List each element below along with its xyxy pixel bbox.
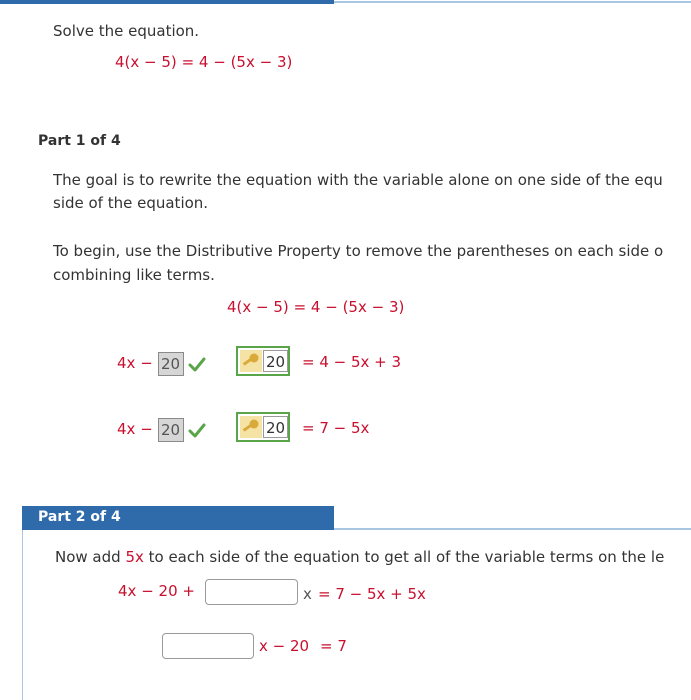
part1-paragraph-2-line-1: To begin, use the Distributive Property to remove the parentheses on each side o bbox=[53, 242, 664, 260]
part2-instruction: Now add 5x to each side of the equation to get all of the variable terms on the le bbox=[55, 548, 665, 566]
row2-left: 4x − 20 bbox=[117, 417, 206, 442]
part2-label: Part 2 of 4 bbox=[38, 509, 121, 525]
key-icon bbox=[240, 350, 262, 372]
key-icon bbox=[240, 416, 262, 438]
row1-answer-2: 20 bbox=[263, 350, 288, 372]
part2-coefficient-input-2[interactable] bbox=[162, 633, 254, 659]
part2-row1-rhs: = 7 − 5x + 5x bbox=[318, 585, 426, 603]
part1-paragraph-1-line-2: side of the equation. bbox=[53, 194, 209, 212]
part1-equation: 4(x − 5) = 4 − (5x − 3) bbox=[227, 298, 405, 316]
part2-header-rule bbox=[334, 528, 691, 530]
part2-coefficient-input-1[interactable] bbox=[205, 579, 298, 605]
part1-label: Part 1 of 4 bbox=[38, 133, 121, 149]
check-icon bbox=[188, 422, 206, 438]
row1-answer-1: 20 bbox=[158, 352, 184, 376]
part2-row1-prefix: 4x − 20 + bbox=[118, 582, 195, 600]
row2-key-answer bbox=[236, 412, 290, 442]
top-bar-accent bbox=[0, 0, 334, 4]
part2-row2-left: x − 20 bbox=[259, 637, 310, 655]
part1-paragraph-1-line-1: The goal is to rewrite the equation with the variable alone on one side of the equ bbox=[53, 171, 663, 189]
row1-rhs: = 4 − 5x + 3 bbox=[302, 353, 402, 371]
row2-answer-1: 20 bbox=[158, 418, 184, 442]
row1-left: 4x − 20 bbox=[117, 351, 206, 376]
row1-key-answer bbox=[236, 346, 290, 376]
part2-row1-var: x bbox=[303, 585, 312, 603]
row2-answer-2: 20 bbox=[263, 416, 288, 438]
problem-equation: 4(x − 5) = 4 − (5x − 3) bbox=[115, 53, 293, 71]
check-icon bbox=[188, 356, 206, 372]
part2-left-border bbox=[22, 530, 23, 700]
top-bar-rule bbox=[334, 1, 691, 3]
instruction-text: Solve the equation. bbox=[53, 22, 200, 40]
row2-rhs: = 7 − 5x bbox=[302, 419, 370, 437]
part2-row2-rhs: = 7 bbox=[320, 637, 347, 655]
part1-paragraph-2-line-2: combining like terms. bbox=[53, 266, 215, 284]
